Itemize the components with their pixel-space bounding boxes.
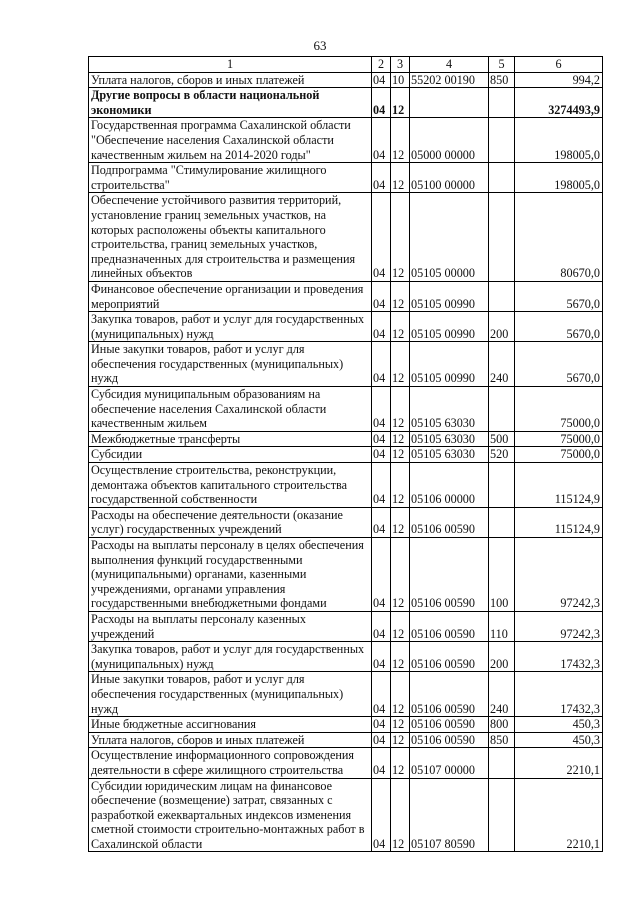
- row-subsection: 12: [391, 642, 410, 672]
- row-amount: 75000,0: [515, 447, 603, 463]
- row-name: Уплата налогов, сборов и иных платежей: [89, 732, 372, 748]
- row-amount: 97242,3: [515, 611, 603, 641]
- row-target-code: 05106 00590: [410, 717, 489, 733]
- table-row: [89, 538, 603, 612]
- row-target-code: 05106 00590: [410, 672, 489, 717]
- row-name: Государственная программа Сахалинской области "Обеспечение населения Сахалинской области качественным жильем на 2014-2020 годы": [89, 118, 372, 163]
- row-subsection: 12: [391, 281, 410, 311]
- table-row: [89, 88, 603, 118]
- row-target-code: 05107 80590: [410, 778, 489, 852]
- row-expense-type: [489, 463, 515, 508]
- header-col-6: 6: [515, 57, 603, 73]
- row-target-code: 05106 00590: [410, 732, 489, 748]
- row-expense-type: 100: [489, 538, 515, 612]
- table-row: [89, 611, 603, 641]
- row-target-code: 05106 00590: [410, 642, 489, 672]
- row-amount: 17432,3: [515, 672, 603, 717]
- row-amount: 994,2: [515, 72, 603, 88]
- row-subsection: 12: [391, 431, 410, 447]
- row-section: 04: [372, 717, 391, 733]
- row-expense-type: 500: [489, 431, 515, 447]
- table-row: [89, 642, 603, 672]
- table-row: [89, 778, 603, 852]
- row-expense-type: [489, 163, 515, 193]
- row-name: Закупка товаров, работ и услуг для государственных (муниципальных) нужд: [89, 312, 372, 342]
- row-amount: 5670,0: [515, 312, 603, 342]
- header-col-3: 3: [391, 57, 410, 73]
- header-col-4: 4: [410, 57, 489, 73]
- row-name: Субсидия муниципальным образованиям на обеспечение населения Сахалинской области качественным жильем: [89, 387, 372, 432]
- row-section: 04: [372, 431, 391, 447]
- row-target-code: 05105 63030: [410, 447, 489, 463]
- row-target-code: 05105 00000: [410, 193, 489, 282]
- row-section: 04: [372, 118, 391, 163]
- row-target-code: 05106 00590: [410, 507, 489, 537]
- row-section: 04: [372, 193, 391, 282]
- row-section: 04: [372, 611, 391, 641]
- row-name: Расходы на выплаты персоналу казенных учреждений: [89, 611, 372, 641]
- row-name: Иные бюджетные ассигнования: [89, 717, 372, 733]
- row-subsection: 12: [391, 748, 410, 778]
- row-expense-type: [489, 387, 515, 432]
- table-row: [89, 163, 603, 193]
- table-row: [89, 431, 603, 447]
- page-number: 63: [313, 38, 327, 53]
- table-row: [89, 463, 603, 508]
- row-amount: 5670,0: [515, 342, 603, 387]
- row-target-code: 05106 00000: [410, 463, 489, 508]
- row-name: Межбюджетные трансферты: [89, 431, 372, 447]
- table-row: [89, 342, 603, 387]
- row-amount: 198005,0: [515, 163, 603, 193]
- table-row: [89, 193, 603, 282]
- row-expense-type: 110: [489, 611, 515, 641]
- row-section: 04: [372, 312, 391, 342]
- header-col-1: 1: [89, 57, 372, 73]
- row-name: Другие вопросы в области национальной экономики: [89, 88, 372, 118]
- row-name: Иные закупки товаров, работ и услуг для обеспечения государственных (муниципальных) нужд: [89, 672, 372, 717]
- row-expense-type: [489, 118, 515, 163]
- row-section: 04: [372, 732, 391, 748]
- row-name: Расходы на выплаты персоналу в целях обеспечения выполнения функций государственными (муниципальными) органами, казенными учреждениями, органами управления государственными внебюджетными фондами: [89, 538, 372, 612]
- row-expense-type: 520: [489, 447, 515, 463]
- row-section: 04: [372, 538, 391, 612]
- row-section: 04: [372, 463, 391, 508]
- row-subsection: 12: [391, 193, 410, 282]
- row-target-code: 05100 00000: [410, 163, 489, 193]
- row-subsection: 12: [391, 463, 410, 508]
- row-subsection: 12: [391, 732, 410, 748]
- table-row: [89, 312, 603, 342]
- header-col-2: 2: [372, 57, 391, 73]
- row-amount: 97242,3: [515, 538, 603, 612]
- budget-table: [88, 56, 603, 852]
- row-name: Субсидии юридическим лицам на финансовое обеспечение (возмещение) затрат, связанных с разработкой ежеквартальных индексов изменения сметной стоимости строительно-монтажных работ в Сахалинской области: [89, 778, 372, 852]
- row-section: 04: [372, 507, 391, 537]
- row-target-code: 05105 00990: [410, 312, 489, 342]
- row-amount: 3274493,9: [515, 88, 603, 118]
- table-row: [89, 748, 603, 778]
- row-amount: 198005,0: [515, 118, 603, 163]
- row-subsection: 12: [391, 387, 410, 432]
- row-name: Обеспечение устойчивого развития территорий, установление границ земельных участков, на которых расположены объекты капитального строительства, границ земельных участков, предназначенных для строительства и размещения линейных объектов: [89, 193, 372, 282]
- row-expense-type: 240: [489, 672, 515, 717]
- row-expense-type: [489, 778, 515, 852]
- row-name: Расходы на обеспечение деятельности (оказание услуг) государственных учреждений: [89, 507, 372, 537]
- row-amount: 75000,0: [515, 431, 603, 447]
- row-subsection: 12: [391, 672, 410, 717]
- row-section: 04: [372, 88, 391, 118]
- row-expense-type: [489, 748, 515, 778]
- row-amount: 115124,9: [515, 507, 603, 537]
- row-name: Иные закупки товаров, работ и услуг для обеспечения государственных (муниципальных) нужд: [89, 342, 372, 387]
- row-expense-type: 850: [489, 732, 515, 748]
- row-amount: 115124,9: [515, 463, 603, 508]
- row-expense-type: [489, 193, 515, 282]
- table-row: [89, 387, 603, 432]
- row-expense-type: [489, 281, 515, 311]
- row-expense-type: 200: [489, 642, 515, 672]
- row-target-code: 05105 00990: [410, 342, 489, 387]
- row-section: 04: [372, 672, 391, 717]
- table-row: [89, 118, 603, 163]
- row-name: Финансовое обеспечение организации и проведения мероприятий: [89, 281, 372, 311]
- header-col-5: 5: [489, 57, 515, 73]
- row-amount: 2210,1: [515, 778, 603, 852]
- row-target-code: 05000 00000: [410, 118, 489, 163]
- row-target-code: 05105 63030: [410, 431, 489, 447]
- row-section: 04: [372, 447, 391, 463]
- row-target-code: 05106 00590: [410, 611, 489, 641]
- row-section: 04: [372, 387, 391, 432]
- table-row: [89, 281, 603, 311]
- row-name: Осуществление информационного сопровождения деятельности в сфере жилищного строительства: [89, 748, 372, 778]
- table-row: [89, 72, 603, 88]
- table-row: [89, 672, 603, 717]
- row-target-code: 05105 00990: [410, 281, 489, 311]
- row-target-code: 05107 00000: [410, 748, 489, 778]
- row-amount: 2210,1: [515, 748, 603, 778]
- row-section: 04: [372, 72, 391, 88]
- row-section: 04: [372, 748, 391, 778]
- row-subsection: 12: [391, 88, 410, 118]
- row-section: 04: [372, 163, 391, 193]
- row-subsection: 12: [391, 538, 410, 612]
- row-amount: 75000,0: [515, 387, 603, 432]
- row-name: Уплата налогов, сборов и иных платежей: [89, 72, 372, 88]
- row-subsection: 12: [391, 447, 410, 463]
- row-subsection: 12: [391, 717, 410, 733]
- table-row: [89, 732, 603, 748]
- row-section: 04: [372, 342, 391, 387]
- row-expense-type: 850: [489, 72, 515, 88]
- row-subsection: 10: [391, 72, 410, 88]
- row-section: 04: [372, 778, 391, 852]
- row-amount: 80670,0: [515, 193, 603, 282]
- row-name: Осуществление строительства, реконструкции, демонтажа объектов капитального строительства государственной собственности: [89, 463, 372, 508]
- row-name: Подпрограмма "Стимулирование жилищного строительства": [89, 163, 372, 193]
- row-expense-type: [489, 507, 515, 537]
- row-subsection: 12: [391, 778, 410, 852]
- table-header-row: [89, 57, 603, 73]
- row-target-code: 05106 00590: [410, 538, 489, 612]
- row-name: Субсидии: [89, 447, 372, 463]
- row-amount: 5670,0: [515, 281, 603, 311]
- row-amount: 17432,3: [515, 642, 603, 672]
- row-subsection: 12: [391, 611, 410, 641]
- row-subsection: 12: [391, 342, 410, 387]
- table-row: [89, 447, 603, 463]
- row-section: 04: [372, 642, 391, 672]
- row-subsection: 12: [391, 163, 410, 193]
- row-target-code: [410, 88, 489, 118]
- row-expense-type: 240: [489, 342, 515, 387]
- row-section: 04: [372, 281, 391, 311]
- table-row: [89, 507, 603, 537]
- row-expense-type: 800: [489, 717, 515, 733]
- row-expense-type: [489, 88, 515, 118]
- row-subsection: 12: [391, 118, 410, 163]
- row-target-code: 05105 63030: [410, 387, 489, 432]
- row-expense-type: 200: [489, 312, 515, 342]
- row-subsection: 12: [391, 312, 410, 342]
- row-target-code: 55202 00190: [410, 72, 489, 88]
- row-name: Закупка товаров, работ и услуг для государственных (муниципальных) нужд: [89, 642, 372, 672]
- row-amount: 450,3: [515, 717, 603, 733]
- row-subsection: 12: [391, 507, 410, 537]
- table-row: [89, 717, 603, 733]
- row-amount: 450,3: [515, 732, 603, 748]
